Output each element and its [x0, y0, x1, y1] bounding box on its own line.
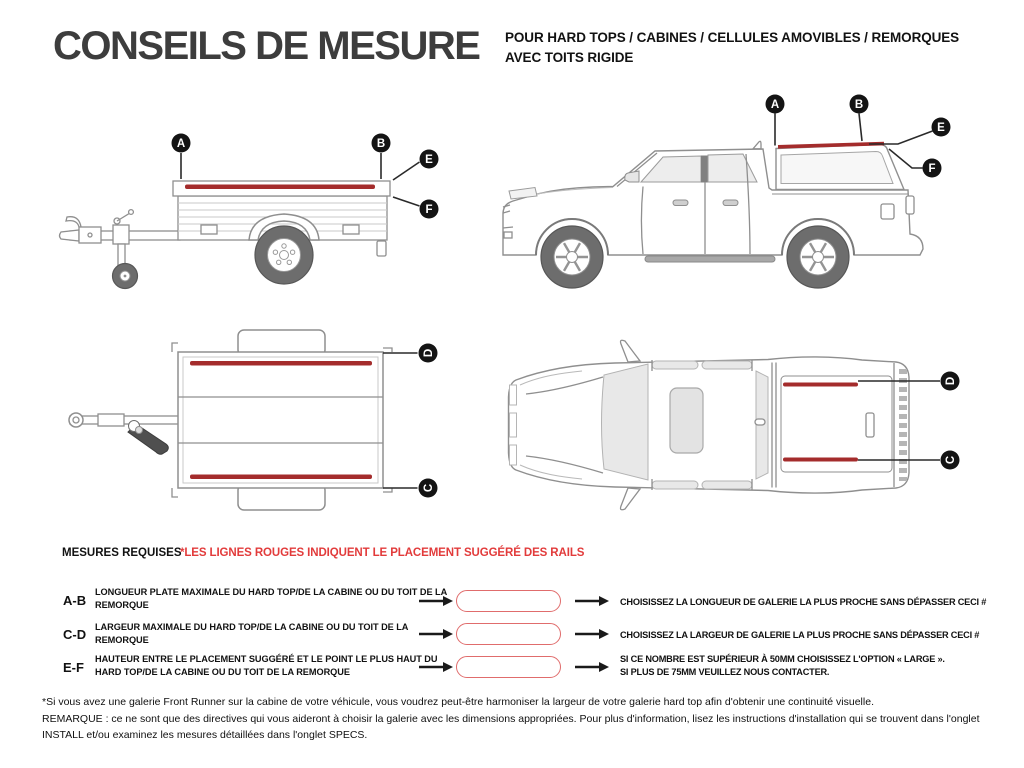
drawbar-top — [70, 416, 180, 424]
mirror-top-left — [621, 340, 641, 362]
hitch-ball-socket — [69, 413, 83, 427]
hitch-tongue — [60, 230, 80, 241]
rail-line-bed-1 — [783, 383, 858, 387]
brake-light-pill — [755, 419, 765, 425]
jockey-clamp — [113, 225, 129, 244]
box-latch-right — [343, 225, 359, 234]
trailer-top-labels — [419, 344, 438, 498]
measure-instr-ef — [620, 653, 945, 679]
truck-side-diagram — [495, 88, 945, 303]
canopy-window — [781, 152, 893, 184]
jockey-crank-arm — [117, 213, 130, 221]
measure-desc-cd: LARGEUR MAXIMALE DU HARD TOP/DE LA CABINE OU DU TOIT DE LA REMORQUE — [95, 622, 409, 645]
page-subtitle — [505, 28, 959, 68]
subtitle-line1: POUR HARD TOPS / CABINES / CELLULES AMOVIBLES / REMORQUES — [505, 30, 960, 45]
front-bumper-segments — [510, 385, 517, 465]
hitch-lever — [66, 217, 81, 227]
fog-light — [504, 232, 512, 238]
measure-instr-cd: CHOISISSEZ LA LARGEUR DE GALERIE LA PLUS PROCHE SANS DÉPASSER CECI # — [620, 630, 980, 640]
trailer-side-diagram — [55, 100, 465, 315]
label-e: E — [425, 154, 433, 167]
rail-line-bed-2 — [783, 458, 858, 462]
measure-desc-ef: HAUTEUR ENTRE LE PLACEMENT SUGGÉRÉ ET LE POINT LE PLUS HAUT DU HARD TOP/DE LA CABINE OU DU TOIT DE LA REMORQUE — [95, 654, 438, 677]
subtitle-line2: AVEC TOITS RIGIDE — [505, 50, 634, 65]
hitch-bolt — [88, 233, 92, 237]
label-d: D — [423, 348, 436, 358]
truck-top-labels — [941, 372, 960, 470]
measure-code-cd: C-D — [63, 627, 87, 642]
rail-line-side — [185, 185, 375, 190]
jockey-wheel-dot — [124, 275, 127, 278]
rear-door-handle — [723, 200, 738, 206]
measure-instr-ab: CHOISISSEZ LA LONGUEUR DE GALERIE LA PLUS PROCHE SANS DÉPASSER CECI # — [620, 597, 987, 607]
label-a: A — [176, 138, 186, 151]
measure-field-ef — [456, 656, 561, 678]
rail-line-top-1 — [190, 361, 372, 366]
footnote — [42, 694, 1002, 744]
trailer-top-leader-lines — [383, 353, 418, 488]
red-lines-note: *LES LIGNES ROUGES INDIQUENT LE PLACEMENT SUGGÉRÉ DES RAILS — [180, 547, 585, 559]
measures-heading: MESURES REQUISES — [62, 547, 182, 559]
arrow-right-icon — [575, 595, 609, 607]
label-b: B — [854, 99, 864, 112]
arrow-right-icon — [419, 595, 453, 607]
coupler-body-top — [98, 414, 124, 426]
page-title: CONSEILS DE MESURE — [53, 24, 480, 68]
trailer-top-diagram — [40, 322, 450, 527]
truck-top-diagram — [500, 333, 970, 528]
measure-code-ab: A-B — [63, 593, 87, 608]
label-f: F — [425, 204, 433, 217]
mirror-top-right — [621, 488, 641, 510]
canopy-rear-window — [866, 413, 874, 437]
windshield-top — [602, 364, 649, 480]
front-wheel — [541, 226, 603, 288]
label-a: A — [770, 99, 780, 112]
jockey-crank-knob — [129, 210, 134, 215]
arrow-right-icon — [575, 628, 609, 640]
side-mirror — [625, 171, 639, 182]
rail-line-top-2 — [190, 475, 372, 480]
fuel-door — [881, 204, 894, 219]
label-b: B — [376, 138, 386, 151]
side-step — [645, 256, 775, 262]
trailer-box-top — [178, 352, 383, 488]
front-door-handle — [673, 200, 688, 206]
arrow-right-icon — [575, 661, 609, 673]
measure-desc-ab: LONGUEUR PLATE MAXIMALE DU HARD TOP/DE LA CABINE OU DU TOIT DE LA REMORQUE — [95, 587, 447, 610]
taillight — [906, 196, 914, 214]
label-d: D — [945, 376, 958, 386]
measure-field-cd — [456, 623, 561, 645]
lever-ratchet — [136, 427, 143, 434]
label-f: F — [928, 163, 936, 176]
measure-field-ab — [456, 590, 561, 612]
label-c: C — [423, 483, 436, 493]
arrow-right-icon — [419, 661, 453, 673]
b-pillar — [701, 156, 708, 183]
roof-antenna-fin — [753, 141, 761, 149]
box-latch-left — [201, 225, 217, 234]
label-e: E — [937, 122, 945, 135]
arrow-right-icon — [419, 628, 453, 640]
measure-instr-ef-line1: SI CE NOMBRE EST SUPÉRIEUR À 50MM CHOISISSEZ L'OPTION « LARGE ». — [620, 654, 945, 664]
trailer-hub — [280, 251, 289, 260]
sunroof — [670, 388, 703, 453]
footnote-line1: *Si vous avez une galerie Front Runner sur la cabine de votre véhicule, vous voudrez peut-être harmoniser la largeur de votre galerie hard top afin d'obtenir une continuité visuelle. — [42, 696, 874, 708]
measure-instr-ef-line2: SI PLUS DE 75MM VEUILLEZ NOUS CONTACTER. — [620, 667, 830, 677]
label-c: C — [945, 455, 958, 465]
trailer-taillight — [377, 241, 386, 256]
rear-wheel — [787, 226, 849, 288]
measure-code-ef: E-F — [63, 660, 84, 675]
footnote-remark: REMARQUE : ce ne sont que des directives qui vous aideront à choisir la galerie avec les dimensions appropriées. Pour plus d'information, lisez les instructions d'installation qui se trouvent dans l'onglet INSTALL et/ou examinez les mesures détaillées dans l'onglet SPECS. — [42, 712, 980, 741]
